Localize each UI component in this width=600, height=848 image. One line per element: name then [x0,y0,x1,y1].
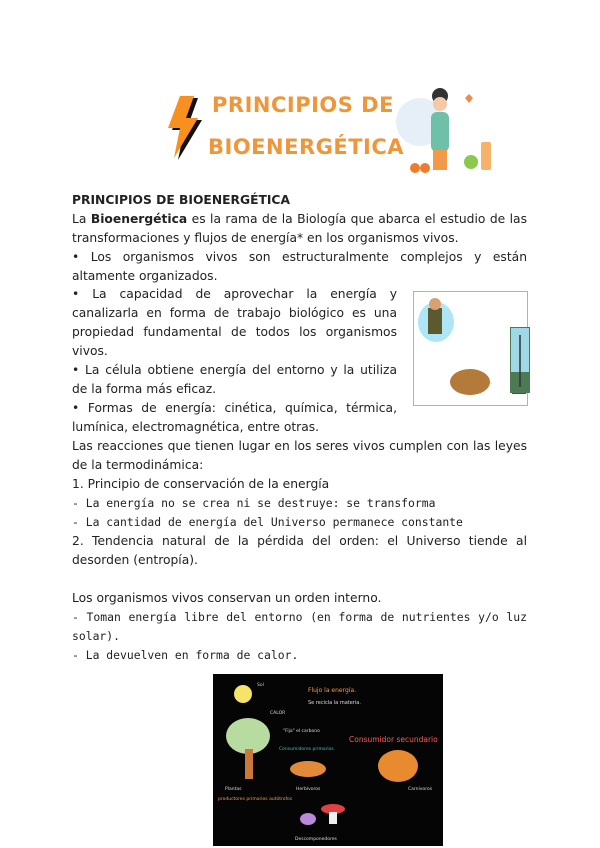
banner-title: PRINCIPIOS DE BIOENERGÉTICA [208,93,404,159]
energy-flow-diagram [213,674,443,846]
label-herbivoros: Herbívoros [296,787,321,792]
thermodynamics-section: Las reacciones que tienen lugar en los seres vivos cumplen con las leyes de la termodinámica: 1. Principio de conservación de la energía - La energía no se crea ni se destruye: se transforma - La cantidad de energía del Universo permanece constante 2. Tendencia natural de la pérdida del orden: el Universo tiende al desorden (entropía). Los organismos vivos conservan un orden interno. - Toman energía libre del entorno (en forma de nutrientes y/o luz solar). - La devuelven en forma de calor. [72,439,527,662]
bullet-item: • La célula obtiene energía del entorno y la utiliza de la forma más eficaz. [72,363,397,396]
title-banner [160,78,404,174]
section-heading: PRINCIPIOS DE BIOENERGÉTICA [72,193,290,207]
label-fija: "Fija" el carbono [283,729,320,734]
label-descomponedores: Descomponedores [295,837,337,842]
fitness-woman-illustration [385,82,495,174]
bullet-list [72,285,397,437]
label-consumidor-secundario: Consumidor secundario [349,735,438,744]
label-productores: productores primarios autótrofos [218,797,293,802]
section-intro [72,191,527,286]
label-subtitle: Se recicla la materia. [308,700,361,706]
label-plantas: Plantas [225,787,242,792]
label-sol: Sol [257,683,264,688]
bullet-item: • La capacidad de aprovechar la energía y canalizarla en forma de trabajo biológico es una propiedad fundamental de todos los organismos vivos. [72,287,397,358]
label-carnivoros: Carnívoros [408,787,433,792]
bullet-item: • Los organismos vivos son estructuralmente complejos y están altamente organizados. [72,250,527,283]
label-title: Flujo la energía. [308,687,357,694]
label-calor: CALOR [270,711,286,716]
bullet-item: • Formas de energía: cinética, química, térmica, lumínica, electromagnética, entre otras. [72,401,397,434]
windmill-photo [510,327,530,393]
label-consumidores-primarios: Consumidores primarios [279,747,334,752]
lightning-bolt-icon [168,96,204,162]
intro-paragraph: La Bioenergética es la rama de la Biología que abarca el estudio de las transformaciones y flujos de energía* en los organismos vivos. [72,212,528,245]
